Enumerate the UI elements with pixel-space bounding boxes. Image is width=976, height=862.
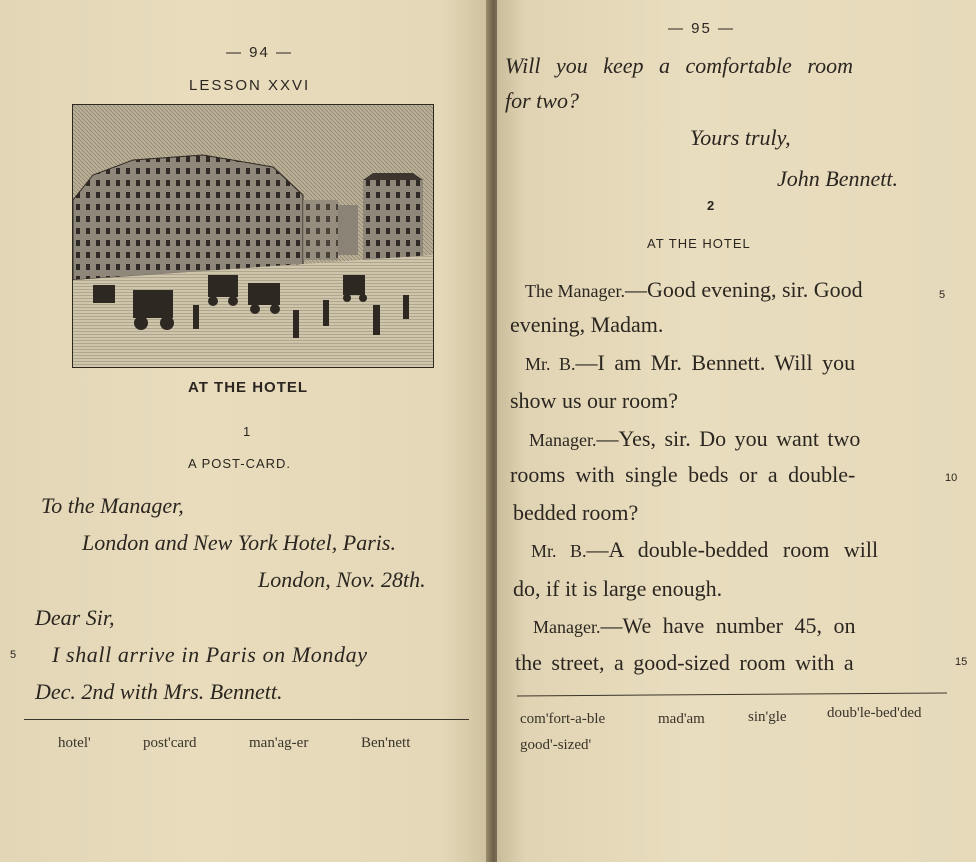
dialogue-line: bedded room?: [513, 500, 639, 525]
footnote-rule: [24, 719, 469, 720]
pronunciation: sin'gle: [748, 709, 787, 725]
letter-line: London, Nov. 28th.: [258, 567, 426, 592]
pronunciation: post'card: [143, 735, 197, 751]
line-number: 5: [939, 289, 946, 301]
letter-line: John Bennett.: [777, 166, 898, 191]
letter-line: To the Manager,: [41, 493, 184, 518]
letter-line: Dear Sir,: [35, 605, 115, 630]
illustration-caption: AT THE HOTEL: [188, 379, 309, 396]
speaker-label: The Manager.: [525, 281, 625, 301]
section-title: AT THE HOTEL: [647, 236, 751, 251]
hotel-street-engraving-icon: [73, 105, 433, 367]
pronunciation: hotel': [58, 735, 91, 751]
speech-text: —Good evening, sir. Good: [624, 277, 863, 302]
section-number: 2: [707, 198, 716, 213]
hotel-illustration: [72, 104, 434, 368]
speech-text: —Yes, sir. Do you want two: [596, 426, 861, 451]
dialogue-line: [525, 350, 855, 376]
dialogue-line: [529, 426, 860, 452]
line-number: 15: [955, 656, 968, 668]
letter-line: I shall arrive in Paris on Monday: [52, 642, 368, 667]
dialogue-line: evening, Madam.: [510, 312, 664, 337]
dialogue-line: do, if it is large enough.: [513, 576, 723, 601]
letter-line: for two?: [505, 88, 579, 113]
dialogue-line: show us our room?: [510, 388, 679, 413]
speaker-label: Mr. B.: [531, 541, 587, 561]
page-number: — 95 —: [668, 20, 736, 37]
speaker-label: Mr. B.: [525, 354, 576, 374]
dialogue-line: [525, 277, 863, 303]
line-number: 5: [10, 649, 17, 661]
letter-line: London and New York Hotel, Paris.: [82, 530, 396, 555]
dialogue-line: rooms with single beds or a double-: [510, 462, 856, 487]
page-number: — 94 —: [226, 44, 294, 61]
letter-line: Yours truly,: [690, 125, 791, 150]
pronunciation: doub'le-bed'ded: [827, 705, 922, 721]
speech-text: —A double-bedded room will: [586, 537, 879, 562]
pronunciation: good'-sized': [520, 737, 592, 753]
section-title: A POST-CARD.: [188, 456, 292, 471]
speaker-label: Manager.: [529, 430, 597, 450]
right-page: [497, 0, 976, 862]
speaker-label: Manager.: [533, 617, 601, 637]
letter-line: Will you keep a comfortable room: [505, 53, 853, 78]
footnote-rule: [517, 692, 947, 696]
pronunciation: Ben'nett: [361, 735, 411, 751]
pronunciation: man'ag-er: [249, 735, 309, 751]
dialogue-line: [533, 613, 855, 639]
dialogue-line: [531, 537, 878, 563]
line-number: 10: [945, 472, 958, 484]
speech-text: —I am Mr. Bennett. Will you: [575, 350, 856, 375]
letter-line: Dec. 2nd with Mrs. Bennett.: [35, 679, 283, 704]
pronunciation: mad'am: [658, 711, 705, 727]
lesson-heading: LESSON XXVI: [189, 77, 311, 94]
dialogue-line: the street, a good-sized room with a: [515, 650, 854, 675]
section-number: 1: [243, 424, 252, 439]
speech-text: —We have number 45, on: [600, 613, 856, 638]
pronunciation: com'fort-a-ble: [520, 711, 606, 727]
